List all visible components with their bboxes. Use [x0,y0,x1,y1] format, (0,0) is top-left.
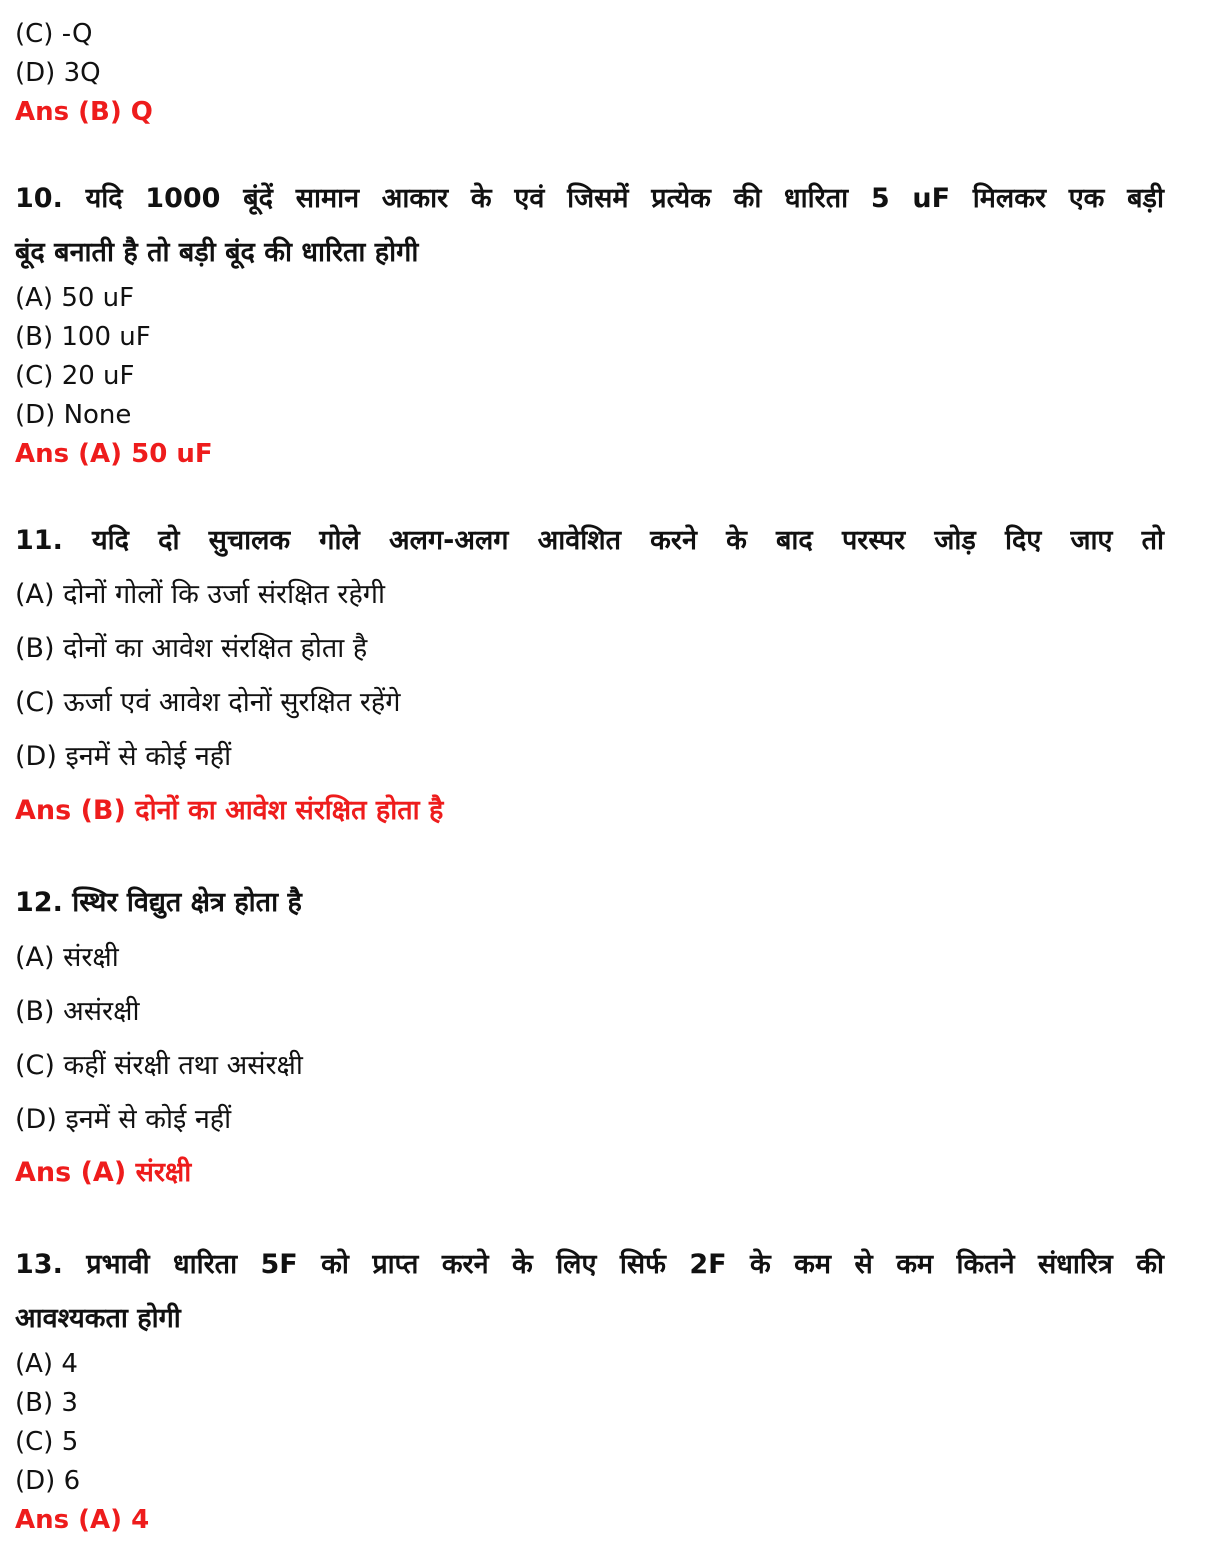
option-d: (D) 3Q [15,58,101,88]
question-12-option-a: (A) संरक्षी [15,942,119,973]
question-10-text-line-2: बूंद बनाती है तो बड़ी बूंद की धारिता होगी [15,237,419,268]
question-10-text-line-1: 10. यदि 1000 बूंदें सामान आकार के एवं जिसमें प्रत्येक की धारिता 5 uF मिलकर एक बड़ी [15,183,1164,214]
question-13-text-line-1: 13. प्रभावी धारिता 5F को प्राप्त करने के लिए सिर्फ 2F के कम से कम कितने संधारित्र की [15,1249,1164,1280]
question-13-option-a: (A) 4 [15,1349,78,1379]
question-10-option-a: (A) 50 uF [15,283,135,313]
question-13-answer: Ans (A) 4 [15,1505,150,1535]
question-11-option-b: (B) दोनों का आवेश संरक्षित होता है [15,633,368,664]
question-12-answer: Ans (A) संरक्षी [15,1157,192,1188]
question-13-text-line-2: आवश्यकता होगी [15,1303,181,1334]
question-12-text: 12. स्थिर विद्युत क्षेत्र होता है [15,887,302,918]
question-11-option-c: (C) ऊर्जा एवं आवेश दोनों सुरक्षित रहेंगे [15,687,401,718]
question-12-option-b: (B) असंरक्षी [15,996,140,1027]
answer: Ans (B) Q [15,97,153,127]
question-13-option-d: (D) 6 [15,1466,81,1496]
option-c: (C) -Q [15,19,93,49]
question-12-option-c: (C) कहीं संरक्षी तथा असंरक्षी [15,1050,303,1081]
question-11-option-a: (A) दोनों गोलों कि उर्जा संरक्षित रहेगी [15,579,385,610]
question-10-answer: Ans (A) 50 uF [15,439,213,469]
question-13-option-c: (C) 5 [15,1427,79,1457]
question-10-option-c: (C) 20 uF [15,361,135,391]
question-10-option-b: (B) 100 uF [15,322,151,352]
question-12-option-d: (D) इनमें से कोई नहीं [15,1104,232,1135]
question-10-option-d: (D) None [15,400,132,430]
question-11-text: 11. यदि दो सुचालक गोले अलग-अलग आवेशित करने के बाद परस्पर जोड़ दिए जाए तो [15,525,1164,556]
question-11-option-d: (D) इनमें से कोई नहीं [15,741,232,772]
question-11-answer: Ans (B) दोनों का आवेश संरक्षित होता है [15,795,444,826]
question-13-option-b: (B) 3 [15,1388,78,1418]
